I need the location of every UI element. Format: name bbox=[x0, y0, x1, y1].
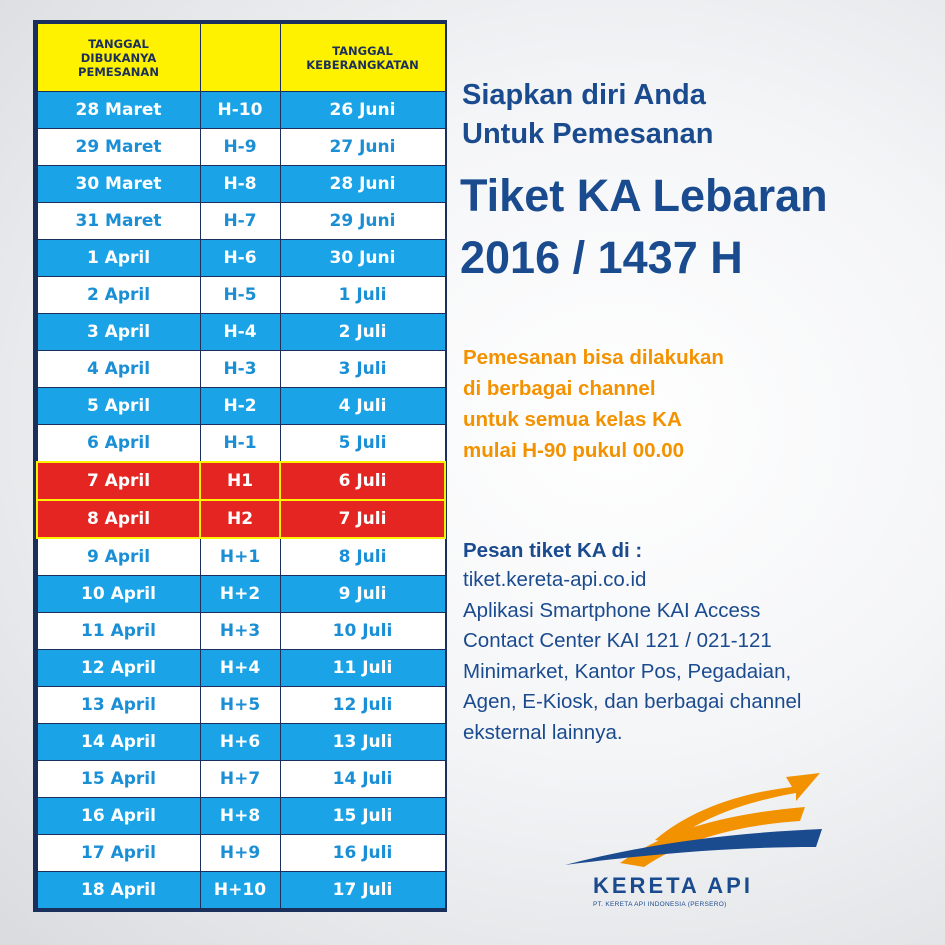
table-header-row bbox=[37, 24, 445, 92]
header-h-day bbox=[200, 24, 280, 92]
cell-departure-date: 27 Juni bbox=[280, 129, 445, 166]
booking-info-line-3: untuk semua kelas KA bbox=[463, 408, 682, 431]
logo-subtitle: PT. KERETA API INDONESIA (PERSERO) bbox=[593, 901, 727, 908]
cell-departure-date: 12 Juli bbox=[280, 687, 445, 724]
cell-booking-date: 30 Maret bbox=[37, 166, 200, 203]
cell-h-day: H-2 bbox=[200, 388, 280, 425]
table-row bbox=[37, 388, 445, 425]
cell-booking-date: 28 Maret bbox=[37, 92, 200, 129]
table-row bbox=[37, 761, 445, 798]
table-row bbox=[37, 500, 445, 538]
cell-h-day: H+3 bbox=[200, 613, 280, 650]
table-row bbox=[37, 129, 445, 166]
cell-h-day: H+2 bbox=[200, 576, 280, 613]
cell-departure-date: 8 Juli bbox=[280, 538, 445, 576]
header-departure-date bbox=[280, 24, 445, 92]
cell-departure-date: 30 Juni bbox=[280, 240, 445, 277]
cell-departure-date: 4 Juli bbox=[280, 388, 445, 425]
cell-h-day: H-8 bbox=[200, 166, 280, 203]
cell-h-day: H+5 bbox=[200, 687, 280, 724]
cell-booking-date: 12 April bbox=[37, 650, 200, 687]
cell-booking-date: 17 April bbox=[37, 835, 200, 872]
cell-booking-date: 3 April bbox=[37, 314, 200, 351]
cell-booking-date: 1 April bbox=[37, 240, 200, 277]
cell-departure-date: 11 Juli bbox=[280, 650, 445, 687]
cell-departure-date: 2 Juli bbox=[280, 314, 445, 351]
cell-booking-date: 15 April bbox=[37, 761, 200, 798]
headline-line-1: Siapkan diri Anda bbox=[462, 79, 706, 111]
cell-departure-date: 7 Juli bbox=[280, 500, 445, 538]
channel-retail-3: eksternal lainnya. bbox=[463, 720, 623, 744]
channel-contact-center: Contact Center KAI 121 / 021-121 bbox=[463, 629, 772, 652]
headline-line-3: Tiket KA Lebaran bbox=[460, 170, 828, 221]
cell-h-day: H+6 bbox=[200, 724, 280, 761]
table-row bbox=[37, 203, 445, 240]
table-row bbox=[37, 724, 445, 761]
cell-departure-date: 14 Juli bbox=[280, 761, 445, 798]
booking-info bbox=[463, 342, 724, 466]
table-row bbox=[37, 351, 445, 388]
cell-booking-date: 18 April bbox=[37, 872, 200, 909]
cell-booking-date: 5 April bbox=[37, 388, 200, 425]
cell-h-day: H-5 bbox=[200, 277, 280, 314]
cell-departure-date: 10 Juli bbox=[280, 613, 445, 650]
table-row bbox=[37, 425, 445, 463]
cell-booking-date: 7 April bbox=[37, 462, 200, 500]
cell-departure-date: 15 Juli bbox=[280, 798, 445, 835]
cell-departure-date: 26 Juni bbox=[280, 92, 445, 129]
cell-h-day: H-9 bbox=[200, 129, 280, 166]
cell-booking-date: 31 Maret bbox=[37, 203, 200, 240]
cell-departure-date: 1 Juli bbox=[280, 277, 445, 314]
logo-name: KERETA API bbox=[593, 873, 753, 898]
channel-retail-2: Agen, E-Kiosk, dan berbagai channel bbox=[463, 690, 802, 713]
headline-line-2: Untuk Pemesanan bbox=[462, 118, 714, 150]
cell-departure-date: 6 Juli bbox=[280, 462, 445, 500]
cell-booking-date: 6 April bbox=[37, 425, 200, 463]
cell-h-day: H2 bbox=[200, 500, 280, 538]
schedule-table bbox=[33, 20, 447, 912]
cell-h-day: H-4 bbox=[200, 314, 280, 351]
cell-departure-date: 16 Juli bbox=[280, 835, 445, 872]
cell-h-day: H-10 bbox=[200, 92, 280, 129]
table-row bbox=[37, 872, 445, 909]
headline-line-4: 2016 / 1437 H bbox=[460, 232, 743, 283]
table-row bbox=[37, 166, 445, 203]
cell-departure-date: 29 Juni bbox=[280, 203, 445, 240]
table-row bbox=[37, 92, 445, 129]
cell-h-day: H-6 bbox=[200, 240, 280, 277]
table-row bbox=[37, 613, 445, 650]
channel-website: tiket.kereta-api.co.id bbox=[463, 568, 647, 591]
cell-h-day: H1 bbox=[200, 462, 280, 500]
cell-booking-date: 9 April bbox=[37, 538, 200, 576]
cell-h-day: H-7 bbox=[200, 203, 280, 240]
cell-h-day: H+1 bbox=[200, 538, 280, 576]
cell-departure-date: 17 Juli bbox=[280, 872, 445, 909]
cell-booking-date: 14 April bbox=[37, 724, 200, 761]
cell-booking-date: 10 April bbox=[37, 576, 200, 613]
cell-departure-date: 3 Juli bbox=[280, 351, 445, 388]
table-row bbox=[37, 462, 445, 500]
cell-departure-date: 9 Juli bbox=[280, 576, 445, 613]
cell-h-day: H+8 bbox=[200, 798, 280, 835]
cell-booking-date: 11 April bbox=[37, 613, 200, 650]
cell-departure-date: 28 Juni bbox=[280, 166, 445, 203]
cell-departure-date: 5 Juli bbox=[280, 425, 445, 463]
cell-booking-date: 2 April bbox=[37, 277, 200, 314]
table-row bbox=[37, 798, 445, 835]
table-row bbox=[37, 240, 445, 277]
cell-h-day: H-1 bbox=[200, 425, 280, 463]
cell-booking-date: 8 April bbox=[37, 500, 200, 538]
booking-info-line-4: mulai H-90 pukul 00.00 bbox=[463, 439, 685, 462]
cell-booking-date: 4 April bbox=[37, 351, 200, 388]
channel-app: Aplikasi Smartphone KAI Access bbox=[463, 598, 761, 622]
channel-retail-1: Minimarket, Kantor Pos, Pegadaian, bbox=[463, 659, 792, 683]
cell-h-day: H+7 bbox=[200, 761, 280, 798]
cell-h-day: H-3 bbox=[200, 351, 280, 388]
cell-booking-date: 13 April bbox=[37, 687, 200, 724]
table-row bbox=[37, 576, 445, 613]
table-row bbox=[37, 314, 445, 351]
header-booking-date bbox=[37, 24, 200, 92]
cell-booking-date: 29 Maret bbox=[37, 129, 200, 166]
table-row bbox=[37, 835, 445, 872]
cell-booking-date: 16 April bbox=[37, 798, 200, 835]
booking-info-line-1: Pemesanan bisa dilakukan bbox=[463, 346, 724, 369]
cell-h-day: H+9 bbox=[200, 835, 280, 872]
table-row bbox=[37, 687, 445, 724]
cell-h-day: H+4 bbox=[200, 650, 280, 687]
table-row bbox=[37, 650, 445, 687]
channels-list bbox=[463, 565, 801, 748]
header-departure-date-text: TANGGAL KEBERANGKATAN bbox=[306, 43, 419, 72]
cell-departure-date: 13 Juli bbox=[280, 724, 445, 761]
cell-h-day: H+10 bbox=[200, 872, 280, 909]
channels-heading: Pesan tiket KA di : bbox=[463, 539, 643, 562]
table-row bbox=[37, 538, 445, 576]
table-row bbox=[37, 277, 445, 314]
headline-intro bbox=[462, 76, 713, 154]
headline-title bbox=[460, 165, 828, 289]
booking-info-line-2: di berbagai channel bbox=[463, 377, 656, 400]
header-booking-date-text: TANGGAL DIBUKANYA PEMESANAN bbox=[78, 36, 159, 79]
